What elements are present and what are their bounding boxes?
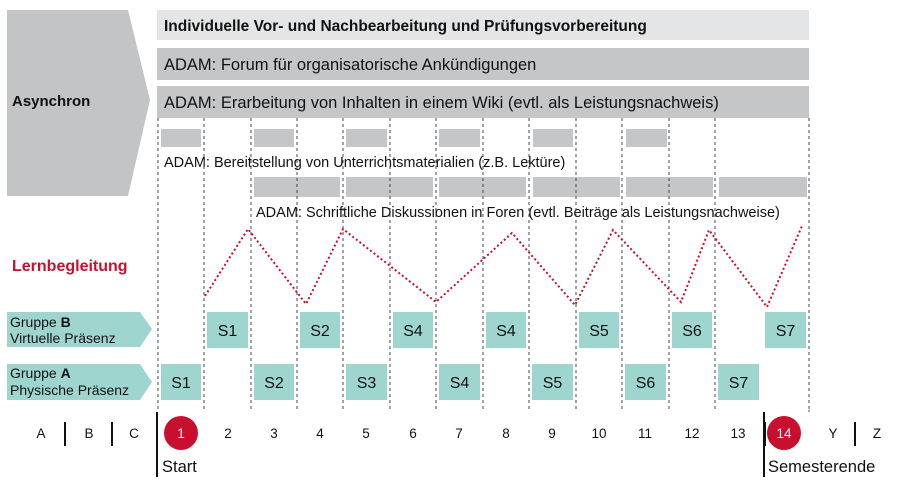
week-label: C (129, 426, 139, 441)
session-label-a: S3 (356, 375, 377, 392)
session-label-a: S2 (264, 375, 284, 392)
group-b-subtitle: Virtuelle Präsenz (10, 330, 116, 346)
bar-forum-announcements-label: ADAM: Forum für organisatorische Ankündigungen (164, 56, 537, 74)
session-label-b: S1 (217, 323, 238, 340)
week-label: 6 (409, 426, 417, 441)
bar-individual-preparation-label: Individuelle Vor- und Nachbearbeitung und Prüfungsvorbereitung (164, 18, 647, 35)
week-label: A (36, 426, 46, 441)
session-label-a: S6 (635, 375, 656, 392)
group-a-title-prefix: Gruppe (10, 365, 61, 381)
week-label: 14 (776, 426, 792, 441)
session-label-b: S6 (682, 323, 702, 340)
session-label-b: S7 (775, 323, 796, 340)
discussion-bars (254, 177, 807, 197)
week-timeline (36, 410, 881, 450)
lernbegleitung-zigzag-line (205, 226, 802, 307)
week-label: 7 (455, 426, 463, 441)
materials-bar (439, 129, 480, 147)
session-label-a: S7 (728, 375, 749, 392)
week-label: Z (872, 426, 882, 441)
week-label: 1 (177, 426, 185, 441)
week-label: 11 (637, 426, 653, 441)
lernbegleitung-label: Lernbegleitung (12, 258, 128, 275)
session-label-b: S4 (403, 323, 423, 340)
group-a-subtitle: Physische Präsenz (10, 382, 130, 398)
week-label: 9 (548, 426, 556, 441)
session-label-a: S5 (542, 375, 563, 392)
week-label: 2 (224, 426, 232, 441)
discussions-label: ADAM: Schriftliche Diskussionen in Foren (evtl. Beiträge als Leistungsnachweise) (256, 205, 780, 221)
materials-bars (161, 129, 667, 147)
group-a-title (10, 365, 71, 381)
session-label-b: S4 (496, 323, 516, 340)
materials-label: ADAM: Bereitstellung von Unterrichtsmaterialien (z.B. Lektüre) (164, 155, 566, 171)
week-label: 8 (502, 426, 510, 441)
week-label: 5 (362, 426, 370, 441)
materials-bar (533, 129, 573, 147)
group-a-title-letter: A (60, 365, 71, 381)
week-label: 3 (270, 426, 278, 441)
materials-bar (161, 129, 201, 147)
asynchron-label: Asynchron (12, 93, 91, 110)
week-label: 10 (591, 426, 607, 441)
group-b-title (10, 314, 71, 330)
materials-bar (254, 129, 294, 147)
session-label-a: S1 (171, 375, 191, 392)
discussion-bar (719, 177, 807, 197)
bar-wiki-label: ADAM: Erarbeitung von Inhalten in einem Wiki (evtl. als Leistungsnachweis) (164, 94, 719, 112)
start-label: Start (162, 458, 197, 476)
session-label-b: S5 (589, 323, 609, 340)
materials-bar (626, 129, 667, 147)
week-label: 4 (316, 426, 324, 441)
session-label-b: S2 (310, 323, 330, 340)
week-label: Y (828, 426, 838, 441)
week-label: 13 (730, 426, 746, 441)
session-label-a: S4 (449, 375, 470, 392)
week-label: 12 (684, 426, 700, 441)
group-b-title-prefix: Gruppe (10, 314, 61, 330)
materials-bar (346, 129, 387, 147)
group-b-title-letter: B (60, 314, 71, 330)
week-label: B (84, 426, 94, 441)
end-label: Semesterende (768, 458, 876, 476)
